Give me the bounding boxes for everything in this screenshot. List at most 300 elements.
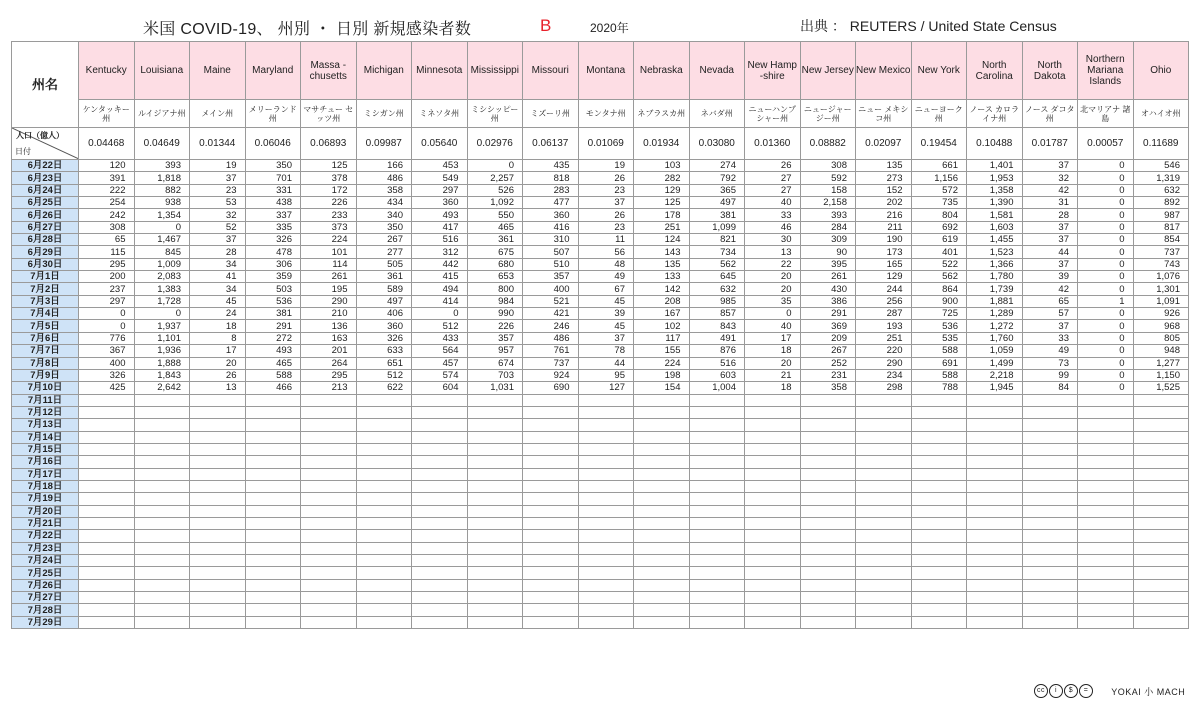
case-count-cell [911, 480, 967, 492]
case-count-cell [356, 592, 412, 604]
case-count-cell [79, 480, 135, 492]
table-row [12, 295, 1189, 307]
state-name-ja: ケンタッキー州 [79, 100, 135, 128]
case-count-cell [578, 604, 634, 616]
date-cell: 7月2日 [12, 283, 79, 295]
case-count-cell: 701 [245, 172, 301, 184]
case-count-cell [190, 555, 246, 567]
title-bar [0, 14, 1200, 40]
case-count-cell: 369 [800, 320, 856, 332]
case-count-cell [301, 567, 357, 579]
case-count-cell: 734 [689, 246, 745, 258]
case-count-cell: 358 [800, 382, 856, 394]
page-title-letter: B [540, 16, 552, 35]
case-count-cell: 494 [412, 283, 468, 295]
case-count-cell: 1,319 [1133, 172, 1189, 184]
case-count-cell: 234 [856, 369, 912, 381]
table-row [12, 555, 1189, 567]
case-count-cell: 135 [856, 160, 912, 172]
case-count-cell [356, 604, 412, 616]
case-count-cell: 282 [634, 172, 690, 184]
case-count-cell [689, 394, 745, 406]
case-count-cell [412, 616, 468, 628]
case-count-cell [356, 579, 412, 591]
case-count-cell: 201 [301, 345, 357, 357]
case-count-cell [523, 505, 579, 517]
table-row [12, 283, 1189, 295]
case-count-cell: 24 [190, 308, 246, 320]
case-count-cell [301, 579, 357, 591]
case-count-cell: 0 [1078, 234, 1134, 246]
case-count-cell [856, 592, 912, 604]
case-count-cell [1078, 431, 1134, 443]
case-count-cell [245, 530, 301, 542]
case-count-cell [745, 480, 801, 492]
case-count-cell: 30 [745, 234, 801, 246]
case-count-cell: 703 [467, 369, 523, 381]
case-count-cell: 272 [245, 332, 301, 344]
case-count-cell: 295 [301, 369, 357, 381]
case-count-cell [689, 604, 745, 616]
state-population: 0.04468 [79, 128, 135, 160]
case-count-cell [467, 394, 523, 406]
state-name-ja: ノース ダコタ州 [1022, 100, 1078, 128]
case-count-cell [134, 592, 190, 604]
state-population: 0.01360 [745, 128, 801, 160]
case-count-cell [1133, 468, 1189, 480]
case-count-cell [1022, 431, 1078, 443]
case-count-cell: 53 [190, 197, 246, 209]
case-count-cell: 37 [1022, 221, 1078, 233]
case-count-cell [245, 431, 301, 443]
case-count-cell [856, 616, 912, 628]
case-count-cell: 674 [467, 357, 523, 369]
case-count-cell: 0 [1078, 308, 1134, 320]
case-count-cell [79, 567, 135, 579]
state-population: 0.06046 [245, 128, 301, 160]
case-count-cell: 33 [1022, 332, 1078, 344]
case-count-cell [800, 505, 856, 517]
case-count-cell: 1,888 [134, 357, 190, 369]
case-count-cell: 359 [245, 271, 301, 283]
case-count-cell: 645 [689, 271, 745, 283]
case-count-cell: 129 [856, 271, 912, 283]
case-count-cell: 290 [856, 357, 912, 369]
case-count-cell [634, 542, 690, 554]
table-row [12, 530, 1189, 542]
case-count-cell [356, 431, 412, 443]
case-count-cell [134, 530, 190, 542]
case-count-cell [911, 555, 967, 567]
case-count-cell [800, 394, 856, 406]
case-count-cell [1078, 592, 1134, 604]
case-count-cell [134, 394, 190, 406]
case-count-cell: 67 [578, 283, 634, 295]
state-population: 0.00057 [1078, 128, 1134, 160]
case-count-cell: 37 [1022, 234, 1078, 246]
case-count-cell [856, 530, 912, 542]
state-population: 0.01787 [1022, 128, 1078, 160]
case-count-cell [523, 616, 579, 628]
case-count-cell [190, 419, 246, 431]
case-count-cell: 400 [79, 357, 135, 369]
case-count-cell: 378 [301, 172, 357, 184]
case-count-cell [856, 517, 912, 529]
case-count-cell: 990 [467, 308, 523, 320]
case-count-cell [1078, 555, 1134, 567]
case-count-cell [1133, 394, 1189, 406]
table-row [12, 406, 1189, 418]
case-count-cell: 535 [911, 332, 967, 344]
population-row [12, 128, 1189, 160]
case-count-cell [911, 567, 967, 579]
table-row [12, 505, 1189, 517]
case-count-cell [467, 517, 523, 529]
case-count-cell [967, 616, 1023, 628]
case-count-cell: 633 [356, 345, 412, 357]
case-count-cell: 27 [745, 172, 801, 184]
case-count-cell: 588 [911, 369, 967, 381]
case-count-cell: 267 [800, 345, 856, 357]
case-count-cell: 0 [1078, 357, 1134, 369]
case-count-cell: 37 [1022, 320, 1078, 332]
case-count-cell: 507 [523, 246, 579, 258]
date-cell: 7月22日 [12, 530, 79, 542]
case-count-cell: 1 [1078, 295, 1134, 307]
case-count-cell [1078, 616, 1134, 628]
case-count-cell: 224 [634, 357, 690, 369]
table-row [12, 271, 1189, 283]
state-name-en: Nevada [689, 42, 745, 100]
state-name-ja: ミシシッピー州 [467, 100, 523, 128]
case-count-cell [356, 480, 412, 492]
case-count-cell: 44 [578, 357, 634, 369]
case-count-cell: 220 [856, 345, 912, 357]
case-count-cell: 101 [301, 246, 357, 258]
case-count-cell: 295 [79, 258, 135, 270]
case-count-cell [634, 419, 690, 431]
case-count-cell [967, 517, 1023, 529]
case-count-cell: 924 [523, 369, 579, 381]
case-count-cell [79, 505, 135, 517]
case-count-cell: 550 [467, 209, 523, 221]
case-count-cell: 0 [79, 320, 135, 332]
case-count-cell: 1,366 [967, 258, 1023, 270]
case-count-cell: 8 [190, 332, 246, 344]
case-count-cell [911, 542, 967, 554]
case-count-cell [911, 517, 967, 529]
case-count-cell [245, 480, 301, 492]
case-count-cell [967, 555, 1023, 567]
table-row [12, 456, 1189, 468]
case-count-cell: 1,289 [967, 308, 1023, 320]
case-count-cell [523, 517, 579, 529]
state-name-ja: ニューヨーク州 [911, 100, 967, 128]
case-count-cell: 690 [523, 382, 579, 394]
case-count-cell: 2,642 [134, 382, 190, 394]
case-count-cell [967, 579, 1023, 591]
case-count-cell [634, 530, 690, 542]
case-count-cell [356, 616, 412, 628]
case-count-cell [523, 579, 579, 591]
table-row [12, 332, 1189, 344]
case-count-cell [911, 604, 967, 616]
date-cell: 7月17日 [12, 468, 79, 480]
date-cell: 7月15日 [12, 443, 79, 455]
case-count-cell: 516 [689, 357, 745, 369]
case-count-cell: 277 [356, 246, 412, 258]
case-count-cell: 23 [190, 184, 246, 196]
case-count-cell: 244 [856, 283, 912, 295]
case-count-cell [412, 517, 468, 529]
date-cell: 7月12日 [12, 406, 79, 418]
case-count-cell: 876 [689, 345, 745, 357]
case-count-cell [134, 616, 190, 628]
case-count-cell [967, 530, 1023, 542]
case-count-cell: 510 [523, 258, 579, 270]
case-count-cell: 854 [1133, 234, 1189, 246]
case-count-cell [689, 480, 745, 492]
case-count-cell: 1,099 [689, 221, 745, 233]
case-count-cell: 0 [1078, 221, 1134, 233]
case-count-cell: 44 [1022, 246, 1078, 258]
case-count-cell [689, 505, 745, 517]
case-count-cell: 102 [634, 320, 690, 332]
table-row [12, 320, 1189, 332]
state-population: 0.03080 [689, 128, 745, 160]
case-count-cell: 1,301 [1133, 283, 1189, 295]
case-count-cell [356, 505, 412, 517]
case-count-cell [412, 579, 468, 591]
case-count-cell: 78 [578, 345, 634, 357]
case-count-cell: 37 [578, 197, 634, 209]
case-count-cell: 178 [634, 209, 690, 221]
case-count-cell: 166 [356, 160, 412, 172]
case-count-cell [134, 604, 190, 616]
state-name-en: New Hamp -shire [745, 42, 801, 100]
case-count-cell: 882 [134, 184, 190, 196]
case-count-cell: 493 [412, 209, 468, 221]
case-count-cell [523, 542, 579, 554]
case-count-cell [911, 468, 967, 480]
date-cell: 7月26日 [12, 579, 79, 591]
case-count-cell [745, 604, 801, 616]
case-count-cell: 1,272 [967, 320, 1023, 332]
case-count-cell: 39 [578, 308, 634, 320]
case-count-cell [1078, 567, 1134, 579]
case-count-cell: 274 [689, 160, 745, 172]
case-count-cell: 211 [856, 221, 912, 233]
case-count-cell [689, 517, 745, 529]
case-count-cell [745, 456, 801, 468]
case-count-cell [412, 431, 468, 443]
case-count-cell: 19 [578, 160, 634, 172]
case-count-cell: 466 [245, 382, 301, 394]
case-count-cell: 252 [800, 357, 856, 369]
case-count-cell: 21 [745, 369, 801, 381]
case-count-cell [523, 394, 579, 406]
case-count-cell: 308 [800, 160, 856, 172]
case-count-cell [245, 592, 301, 604]
case-count-cell [79, 604, 135, 616]
case-count-cell: 435 [523, 160, 579, 172]
state-population: 0.01069 [578, 128, 634, 160]
case-count-cell: 1,881 [967, 295, 1023, 307]
case-count-cell: 309 [800, 234, 856, 246]
case-count-cell: 416 [523, 221, 579, 233]
date-cell: 6月23日 [12, 172, 79, 184]
case-count-cell [689, 443, 745, 455]
case-count-cell [412, 567, 468, 579]
case-count-cell [967, 406, 1023, 418]
case-count-cell [634, 579, 690, 591]
case-count-cell [1022, 616, 1078, 628]
case-count-cell: 27 [745, 184, 801, 196]
case-count-cell [356, 468, 412, 480]
case-count-cell [467, 493, 523, 505]
case-count-cell: 453 [412, 160, 468, 172]
case-count-cell [412, 505, 468, 517]
case-count-cell: 190 [856, 234, 912, 246]
case-count-cell [467, 542, 523, 554]
case-count-cell [911, 406, 967, 418]
case-count-cell [1022, 456, 1078, 468]
case-count-cell: 40 [745, 197, 801, 209]
case-count-cell [245, 419, 301, 431]
case-count-cell: 17 [190, 345, 246, 357]
case-count-cell [967, 480, 1023, 492]
case-count-cell [634, 517, 690, 529]
case-count-cell [79, 493, 135, 505]
case-count-cell [523, 592, 579, 604]
case-count-cell: 442 [412, 258, 468, 270]
case-count-cell [190, 394, 246, 406]
case-count-cell: 417 [412, 221, 468, 233]
case-count-cell: 588 [911, 345, 967, 357]
date-cell: 7月11日 [12, 394, 79, 406]
case-count-cell [190, 567, 246, 579]
case-count-cell: 821 [689, 234, 745, 246]
case-count-cell [412, 419, 468, 431]
case-count-cell: 34 [190, 258, 246, 270]
case-count-cell: 17 [745, 332, 801, 344]
case-count-cell [301, 406, 357, 418]
case-count-cell [190, 604, 246, 616]
case-count-cell: 521 [523, 295, 579, 307]
state-name-en: Nebraska [634, 42, 690, 100]
case-count-cell [245, 616, 301, 628]
case-count-cell [578, 419, 634, 431]
case-count-cell [523, 443, 579, 455]
date-cell: 7月19日 [12, 493, 79, 505]
case-count-cell: 357 [523, 271, 579, 283]
state-name-en: Missouri [523, 42, 579, 100]
case-count-cell: 26 [578, 172, 634, 184]
case-count-cell: 37 [1022, 258, 1078, 270]
case-count-cell [190, 517, 246, 529]
case-count-cell: 154 [634, 382, 690, 394]
case-count-cell [79, 419, 135, 431]
case-count-cell: 564 [412, 345, 468, 357]
case-count-cell: 291 [800, 308, 856, 320]
case-count-cell: 46 [745, 221, 801, 233]
case-count-cell [523, 456, 579, 468]
case-count-cell [1133, 406, 1189, 418]
case-count-cell: 167 [634, 308, 690, 320]
case-count-cell: 11 [578, 234, 634, 246]
case-count-cell: 503 [245, 283, 301, 295]
case-count-cell: 1,354 [134, 209, 190, 221]
case-count-cell [745, 505, 801, 517]
case-count-cell [800, 616, 856, 628]
case-count-cell: 361 [467, 234, 523, 246]
case-count-cell [911, 456, 967, 468]
case-count-cell [578, 505, 634, 517]
case-count-cell: 124 [634, 234, 690, 246]
case-count-cell [1022, 517, 1078, 529]
case-count-cell [467, 419, 523, 431]
case-count-cell: 37 [578, 332, 634, 344]
case-count-cell [634, 443, 690, 455]
case-count-cell [1022, 394, 1078, 406]
case-count-cell [745, 493, 801, 505]
by-icon: i [1049, 684, 1063, 698]
case-count-cell [856, 579, 912, 591]
case-count-cell [79, 468, 135, 480]
state-name-en: Northern Mariana Islands [1078, 42, 1134, 100]
table-row [12, 616, 1189, 628]
case-count-cell [856, 419, 912, 431]
brand-logo: YOKAI 小 MACH [1111, 686, 1186, 697]
case-count-cell [1133, 431, 1189, 443]
nc-icon: $ [1064, 684, 1078, 698]
date-cell: 6月25日 [12, 197, 79, 209]
case-count-cell: 136 [301, 320, 357, 332]
case-count-cell [800, 592, 856, 604]
case-count-cell [245, 394, 301, 406]
case-count-cell: 335 [245, 221, 301, 233]
date-cell: 6月30日 [12, 258, 79, 270]
case-count-cell [523, 480, 579, 492]
case-count-cell [689, 579, 745, 591]
case-count-cell [190, 579, 246, 591]
table-row [12, 542, 1189, 554]
case-count-cell: 287 [856, 308, 912, 320]
case-count-cell [1078, 419, 1134, 431]
case-count-cell: 805 [1133, 332, 1189, 344]
case-count-cell [467, 592, 523, 604]
case-count-cell [1133, 505, 1189, 517]
case-count-cell [467, 579, 523, 591]
case-count-cell: 1,523 [967, 246, 1023, 258]
case-count-cell [578, 456, 634, 468]
case-count-cell: 200 [79, 271, 135, 283]
case-count-cell: 1,383 [134, 283, 190, 295]
state-population: 0.06137 [523, 128, 579, 160]
case-count-cell [356, 567, 412, 579]
case-count-cell: 486 [523, 332, 579, 344]
case-count-cell [911, 394, 967, 406]
case-count-cell [856, 604, 912, 616]
case-count-cell [245, 517, 301, 529]
table-row [12, 357, 1189, 369]
case-count-cell: 2,158 [800, 197, 856, 209]
case-count-cell: 857 [689, 308, 745, 320]
case-count-cell [856, 406, 912, 418]
case-count-cell: 224 [301, 234, 357, 246]
case-count-cell: 350 [356, 221, 412, 233]
case-count-cell: 425 [79, 382, 135, 394]
